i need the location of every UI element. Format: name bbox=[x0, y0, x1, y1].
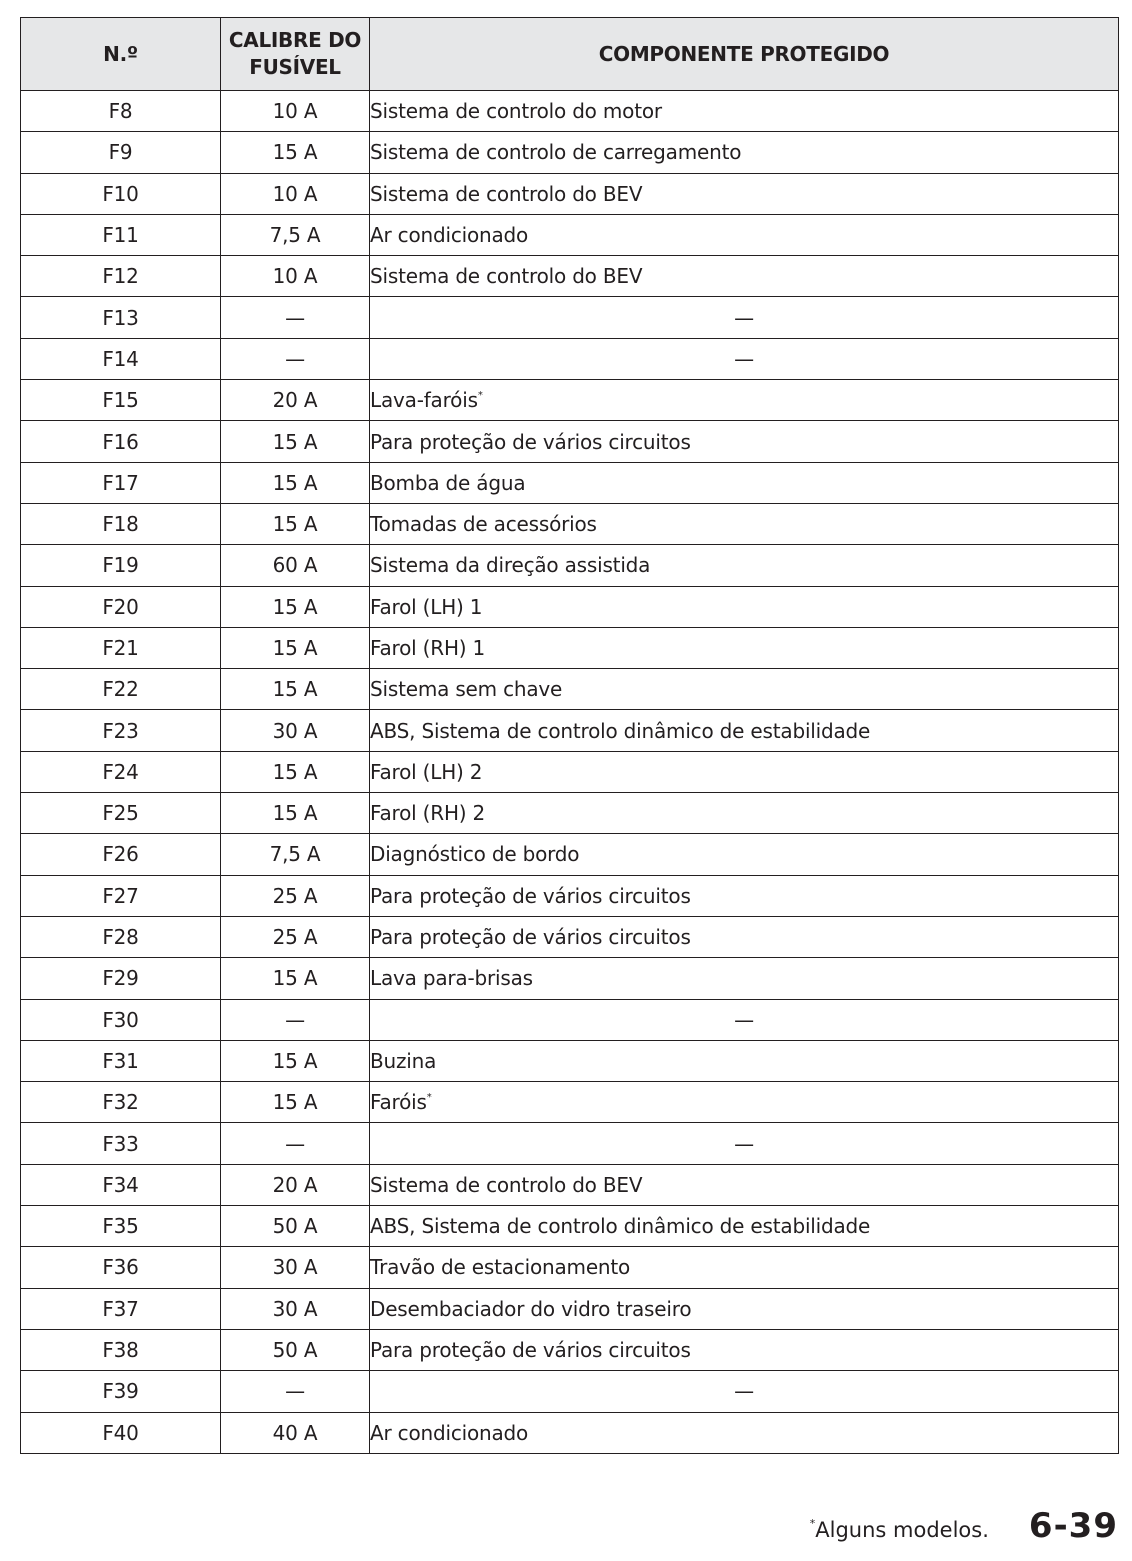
fuse-number: F28 bbox=[21, 916, 221, 957]
header-rating bbox=[221, 18, 370, 91]
fuse-number: F35 bbox=[21, 1206, 221, 1247]
fuse-number: F13 bbox=[21, 297, 221, 338]
fuse-number: F23 bbox=[21, 710, 221, 751]
component-text: Sistema da direção assistida bbox=[370, 553, 651, 578]
fuse-number: F10 bbox=[21, 173, 221, 214]
protected-component bbox=[370, 669, 1119, 710]
table-row bbox=[21, 1164, 1119, 1205]
table-row bbox=[21, 793, 1119, 834]
table-row bbox=[21, 627, 1119, 668]
fuse-number: F17 bbox=[21, 462, 221, 503]
component-text: Ar condicionado bbox=[370, 1420, 529, 1445]
table-row bbox=[21, 132, 1119, 173]
protected-component bbox=[370, 1206, 1119, 1247]
table-row bbox=[21, 958, 1119, 999]
component-text: Sistema de controlo do BEV bbox=[370, 1172, 643, 1197]
table-row bbox=[21, 586, 1119, 627]
fuse-rating: 20 A bbox=[221, 380, 370, 421]
component-text: Tomadas de acessórios bbox=[370, 512, 597, 537]
table-row bbox=[21, 503, 1119, 544]
fuse-number: F29 bbox=[21, 958, 221, 999]
component-text: Lava para-brisas bbox=[370, 966, 533, 991]
footnote-mark: * bbox=[809, 1517, 816, 1530]
fuse-number: F15 bbox=[21, 380, 221, 421]
table-row bbox=[21, 1082, 1119, 1123]
table-row bbox=[21, 338, 1119, 379]
fuse-rating: 15 A bbox=[221, 132, 370, 173]
component-text: Para proteção de vários circuitos bbox=[370, 1338, 691, 1363]
component-text: Farol (LH) 1 bbox=[370, 594, 483, 619]
table-row bbox=[21, 834, 1119, 875]
component-text: Para proteção de vários circuitos bbox=[370, 429, 691, 454]
fuse-rating: 15 A bbox=[221, 958, 370, 999]
component-text: Sistema sem chave bbox=[370, 677, 563, 702]
component-text: Farol (LH) 2 bbox=[370, 759, 483, 784]
protected-component bbox=[370, 256, 1119, 297]
table-row bbox=[21, 1123, 1119, 1164]
fuse-rating: 60 A bbox=[221, 545, 370, 586]
table-row bbox=[21, 916, 1119, 957]
component-text: Farol (RH) 2 bbox=[370, 801, 486, 826]
fuse-rating: 20 A bbox=[221, 1164, 370, 1205]
table-row bbox=[21, 462, 1119, 503]
fuse-rating: 40 A bbox=[221, 1412, 370, 1453]
fuse-number: F36 bbox=[21, 1247, 221, 1288]
component-text: Farol (RH) 1 bbox=[370, 636, 486, 660]
protected-component bbox=[370, 1329, 1119, 1370]
fuse-number: F39 bbox=[21, 1371, 221, 1412]
footnote-text: Alguns modelos. bbox=[815, 1518, 989, 1542]
component-text: Sistema de controlo de carregamento bbox=[370, 140, 742, 165]
table-row bbox=[21, 875, 1119, 916]
component-text: Buzina bbox=[370, 1048, 437, 1073]
fuse-rating: 25 A bbox=[221, 875, 370, 916]
page-footer bbox=[810, 1506, 1118, 1546]
fuse-rating: 15 A bbox=[221, 1040, 370, 1081]
protected-component bbox=[370, 1164, 1119, 1205]
component-text: ABS, Sistema de controlo dinâmico de estabilidade bbox=[370, 718, 871, 743]
protected-component bbox=[370, 1288, 1119, 1329]
table-row bbox=[21, 214, 1119, 255]
footnote-marker: * bbox=[477, 390, 483, 402]
table-row bbox=[21, 91, 1119, 132]
table-row bbox=[21, 669, 1119, 710]
protected-component bbox=[370, 503, 1119, 544]
fuse-rating: — bbox=[221, 999, 370, 1040]
table-row bbox=[21, 256, 1119, 297]
fuse-number: F34 bbox=[21, 1164, 221, 1205]
protected-component bbox=[370, 91, 1119, 132]
protected-component bbox=[370, 338, 1119, 379]
component-text: Travão de estacionamento bbox=[370, 1255, 631, 1280]
fuse-number: F26 bbox=[21, 834, 221, 875]
fuse-rating: 50 A bbox=[221, 1329, 370, 1370]
page-number: 6-39 bbox=[1028, 1506, 1118, 1546]
fuse-number: F38 bbox=[21, 1329, 221, 1370]
protected-component bbox=[370, 586, 1119, 627]
component-text: Faróis bbox=[370, 1090, 427, 1115]
header-rating-line1: CALIBRE DO bbox=[228, 28, 362, 52]
fuse-number: F37 bbox=[21, 1288, 221, 1329]
protected-component bbox=[370, 958, 1119, 999]
protected-component bbox=[370, 462, 1119, 503]
fuse-number: F30 bbox=[21, 999, 221, 1040]
fuse-rating: — bbox=[221, 1123, 370, 1164]
protected-component bbox=[370, 1040, 1119, 1081]
fuse-rating: — bbox=[221, 297, 370, 338]
table-row bbox=[21, 421, 1119, 462]
fuse-number: F27 bbox=[21, 875, 221, 916]
table-row bbox=[21, 1371, 1119, 1412]
component-text: Diagnóstico de bordo bbox=[370, 842, 580, 867]
component-text: Sistema de controlo do motor bbox=[370, 99, 662, 124]
protected-component bbox=[370, 999, 1119, 1040]
table-row bbox=[21, 173, 1119, 214]
fuse-number: F40 bbox=[21, 1412, 221, 1453]
component-text: Sistema de controlo do BEV bbox=[370, 181, 643, 206]
fuse-table bbox=[20, 17, 1119, 1454]
protected-component bbox=[370, 1082, 1119, 1123]
fuse-rating: 10 A bbox=[221, 91, 370, 132]
fuse-number: F8 bbox=[21, 91, 221, 132]
component-text: — bbox=[734, 1131, 754, 1156]
table-row bbox=[21, 751, 1119, 792]
fuse-rating: 15 A bbox=[221, 1082, 370, 1123]
fuse-rating: 50 A bbox=[221, 1206, 370, 1247]
fuse-rating: — bbox=[221, 338, 370, 379]
fuse-number: F18 bbox=[21, 503, 221, 544]
fuse-number: F16 bbox=[21, 421, 221, 462]
protected-component bbox=[370, 834, 1119, 875]
protected-component bbox=[370, 916, 1119, 957]
header-rating-line2: FUSÍVEL bbox=[249, 55, 341, 79]
fuse-rating: 15 A bbox=[221, 793, 370, 834]
protected-component bbox=[370, 751, 1119, 792]
fuse-rating: 30 A bbox=[221, 1288, 370, 1329]
fuse-number: F25 bbox=[21, 793, 221, 834]
protected-component bbox=[370, 297, 1119, 338]
table-row bbox=[21, 545, 1119, 586]
fuse-rating: — bbox=[221, 1371, 370, 1412]
footnote bbox=[810, 1518, 989, 1542]
table-row bbox=[21, 1247, 1119, 1288]
table-row bbox=[21, 380, 1119, 421]
header-component: COMPONENTE PROTEGIDO bbox=[370, 18, 1119, 91]
fuse-number: F9 bbox=[21, 132, 221, 173]
fuse-number: F20 bbox=[21, 586, 221, 627]
fuse-rating: 15 A bbox=[221, 627, 370, 668]
footnote-marker: * bbox=[426, 1092, 432, 1104]
fuse-rating: 30 A bbox=[221, 710, 370, 751]
table-row bbox=[21, 1412, 1119, 1453]
fuse-number: F21 bbox=[21, 627, 221, 668]
protected-component bbox=[370, 545, 1119, 586]
component-text: — bbox=[734, 346, 754, 371]
component-text: Para proteção de vários circuitos bbox=[370, 925, 691, 950]
component-text: Lava-faróis bbox=[370, 388, 478, 413]
component-text: — bbox=[734, 305, 754, 330]
fuse-rating: 15 A bbox=[221, 421, 370, 462]
protected-component bbox=[370, 1123, 1119, 1164]
protected-component bbox=[370, 875, 1119, 916]
protected-component bbox=[370, 214, 1119, 255]
protected-component bbox=[370, 627, 1119, 668]
fuse-rating: 15 A bbox=[221, 586, 370, 627]
table-row bbox=[21, 1329, 1119, 1370]
component-text: Bomba de água bbox=[370, 470, 526, 495]
fuse-rating: 15 A bbox=[221, 669, 370, 710]
component-text: ABS, Sistema de controlo dinâmico de estabilidade bbox=[370, 1214, 871, 1239]
protected-component bbox=[370, 710, 1119, 751]
fuse-number: F33 bbox=[21, 1123, 221, 1164]
fuse-rating: 10 A bbox=[221, 173, 370, 214]
protected-component bbox=[370, 793, 1119, 834]
protected-component bbox=[370, 173, 1119, 214]
component-text: Sistema de controlo do BEV bbox=[370, 264, 643, 289]
component-text: Ar condicionado bbox=[370, 223, 529, 248]
fuse-rating: 10 A bbox=[221, 256, 370, 297]
fuse-number: F19 bbox=[21, 545, 221, 586]
fuse-rating: 15 A bbox=[221, 751, 370, 792]
protected-component bbox=[370, 1412, 1119, 1453]
component-text: — bbox=[734, 1007, 754, 1032]
protected-component bbox=[370, 132, 1119, 173]
table-row bbox=[21, 1288, 1119, 1329]
component-text: Desembaciador do vidro traseiro bbox=[370, 1296, 692, 1321]
table-row bbox=[21, 999, 1119, 1040]
protected-component bbox=[370, 1247, 1119, 1288]
fuse-rating: 15 A bbox=[221, 462, 370, 503]
protected-component bbox=[370, 421, 1119, 462]
fuse-number: F11 bbox=[21, 214, 221, 255]
protected-component bbox=[370, 380, 1119, 421]
fuse-rating: 7,5 A bbox=[221, 834, 370, 875]
fuse-number: F32 bbox=[21, 1082, 221, 1123]
protected-component bbox=[370, 1371, 1119, 1412]
fuse-rating: 7,5 A bbox=[221, 214, 370, 255]
table-row bbox=[21, 710, 1119, 751]
fuse-number: F22 bbox=[21, 669, 221, 710]
table-header-row bbox=[21, 18, 1119, 91]
fuse-rating: 15 A bbox=[221, 503, 370, 544]
table-row bbox=[21, 1206, 1119, 1247]
fuse-number: F24 bbox=[21, 751, 221, 792]
component-text: — bbox=[734, 1379, 754, 1404]
fuse-rating: 25 A bbox=[221, 916, 370, 957]
fuse-rating: 30 A bbox=[221, 1247, 370, 1288]
fuse-number: F12 bbox=[21, 256, 221, 297]
component-text: Para proteção de vários circuitos bbox=[370, 883, 691, 908]
table-row bbox=[21, 297, 1119, 338]
header-number: N.º bbox=[21, 18, 221, 91]
fuse-number: F14 bbox=[21, 338, 221, 379]
table-row bbox=[21, 1040, 1119, 1081]
fuse-number: F31 bbox=[21, 1040, 221, 1081]
